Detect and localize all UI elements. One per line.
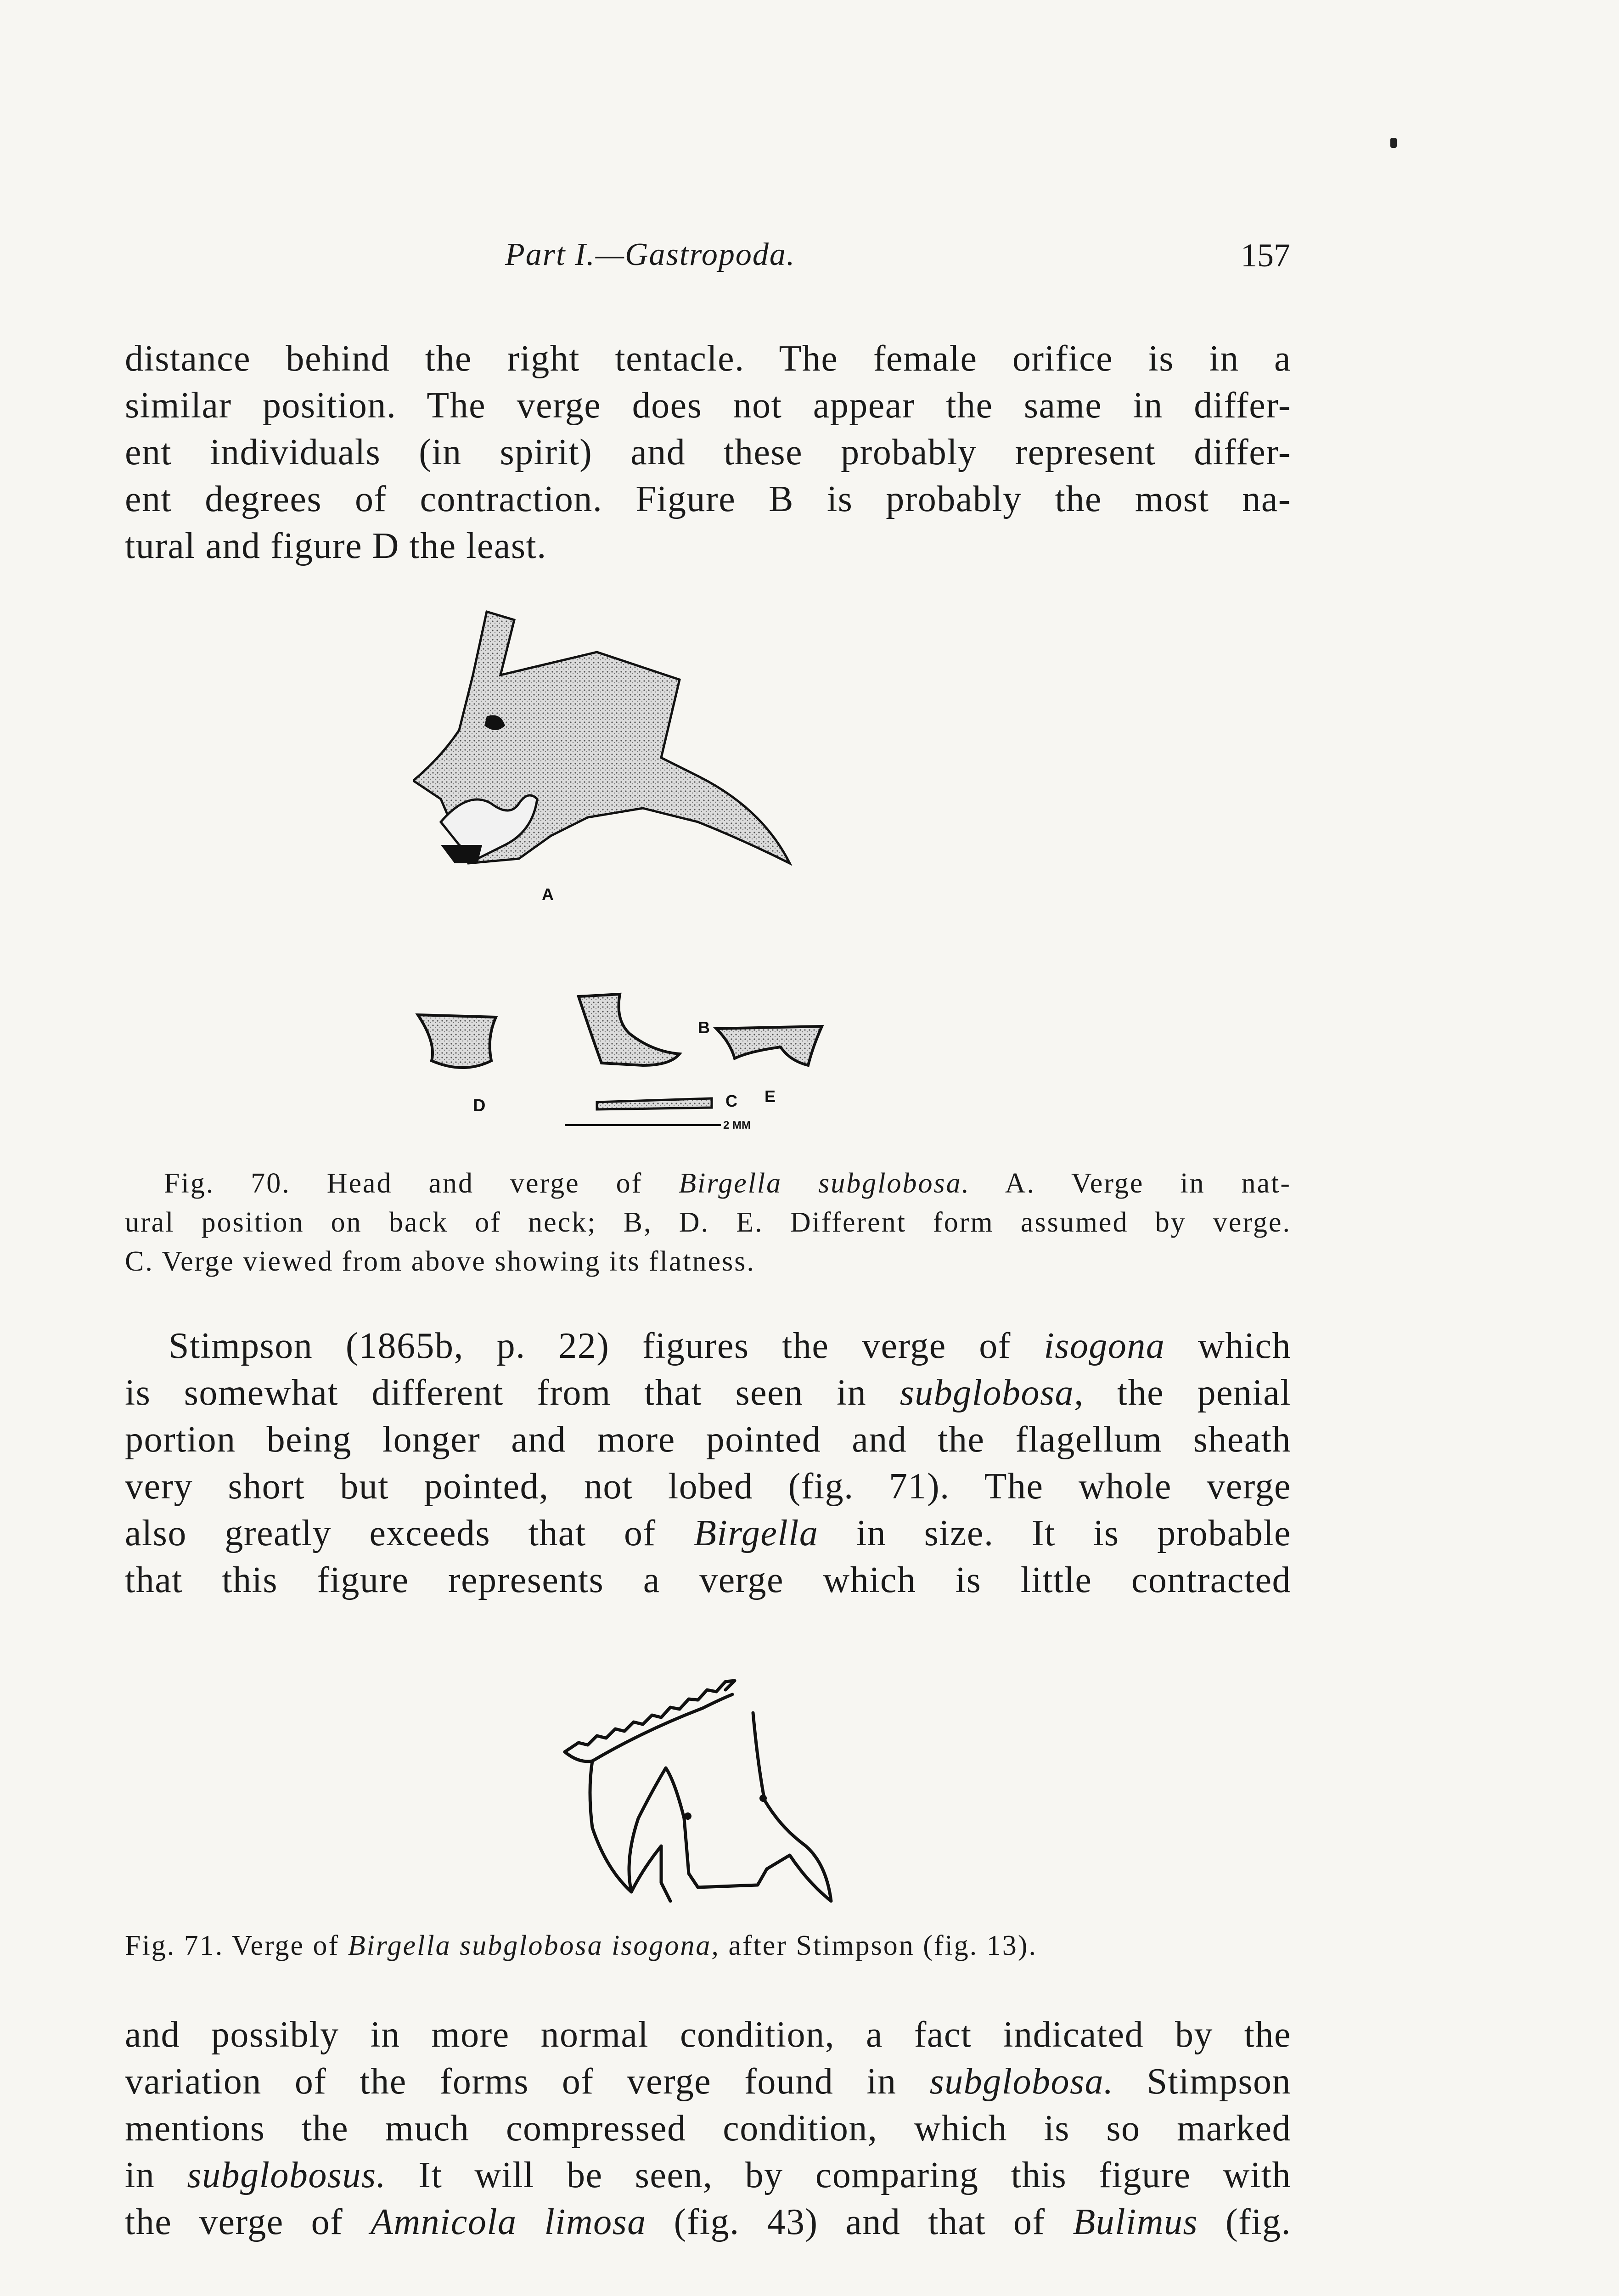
scale-label: 2 MM	[723, 1119, 751, 1131]
label-a: A	[542, 885, 554, 904]
figure-70-caption	[125, 1164, 1291, 1281]
text-line: Stimpson (1865b, p. 22) figures the verge of isogona which	[169, 1326, 1291, 1366]
text-line: variation of the forms of verge found in subglobosa. Stimpson	[125, 2061, 1291, 2102]
text-line: is somewhat different from that seen in subglobosa, the penial	[125, 1373, 1292, 1413]
text-line: portion being longer and more pointed and the flagellum sheath	[125, 1419, 1291, 1460]
verge-form-e	[716, 1026, 822, 1065]
text-line: ent degrees of contraction. Figure B is probably the most na-	[125, 479, 1291, 519]
caption-line: Fig. 70. Head and verge of Birgella subglobosa. A. Verge in nat-	[164, 1168, 1291, 1199]
text-line: tural and figure D the least.	[125, 526, 547, 566]
caption-line: C. Verge viewed from above showing its flatness.	[125, 1246, 755, 1277]
gland-dot	[684, 1812, 691, 1820]
flagellum-serrated	[565, 1681, 735, 1752]
flagellum-lower	[565, 1694, 732, 1761]
paragraph-1	[125, 335, 1291, 569]
text-line: that this figure represents a verge which is little contracted	[125, 1560, 1291, 1600]
text-line: and possibly in more normal condition, a fact indicated by the	[125, 2015, 1291, 2055]
figure-71-illustration	[551, 1653, 872, 1938]
gland-dot	[759, 1795, 767, 1802]
verge-dark-base	[441, 845, 482, 863]
label-d: D	[473, 1096, 486, 1115]
label-c: C	[725, 1092, 737, 1110]
text-line: in subglobosus. It will be seen, by comparing this figure with	[125, 2155, 1291, 2195]
page-number: 157	[1241, 237, 1290, 274]
label-e: E	[765, 1087, 776, 1106]
text-line: distance behind the right tentacle. The female orifice is in a	[125, 338, 1291, 379]
verge-form-b	[579, 994, 680, 1065]
figure-70-illustration	[413, 606, 1010, 1134]
figure-71-caption	[125, 1926, 1291, 1965]
verge-form-d	[418, 1015, 496, 1068]
caption-line: ural position on back of neck; B, D. E. Different form assumed by verge.	[125, 1207, 1291, 1238]
verge-form-c	[597, 1098, 712, 1109]
running-header-title: Part I.—Gastropoda.	[505, 237, 796, 272]
text-line: similar position. The verge does not appear the same in differ-	[125, 385, 1291, 426]
text-line: also greatly exceeds that of Birgella in size. It is probable	[125, 1513, 1291, 1553]
text-line: mentions the much compressed condition, which is so marked	[125, 2108, 1291, 2149]
paragraph-3	[125, 2011, 1291, 2245]
label-b: B	[698, 1018, 710, 1037]
scan-speck	[1390, 138, 1397, 148]
text-line: the verge of Amnicola limosa (fig. 43) and that of Bulimus (fig.	[125, 2202, 1291, 2242]
text-line: very short but pointed, not lobed (fig. 71). The whole verge	[125, 1466, 1291, 1507]
paragraph-2	[125, 1322, 1291, 1604]
verge-center-peak	[629, 1768, 767, 1892]
caption-line: Fig. 71. Verge of Birgella subglobosa isogona, after Stimpson (fig. 13).	[125, 1930, 1037, 1961]
text-line: ent individuals (in spirit) and these probably represent differ-	[125, 432, 1291, 473]
